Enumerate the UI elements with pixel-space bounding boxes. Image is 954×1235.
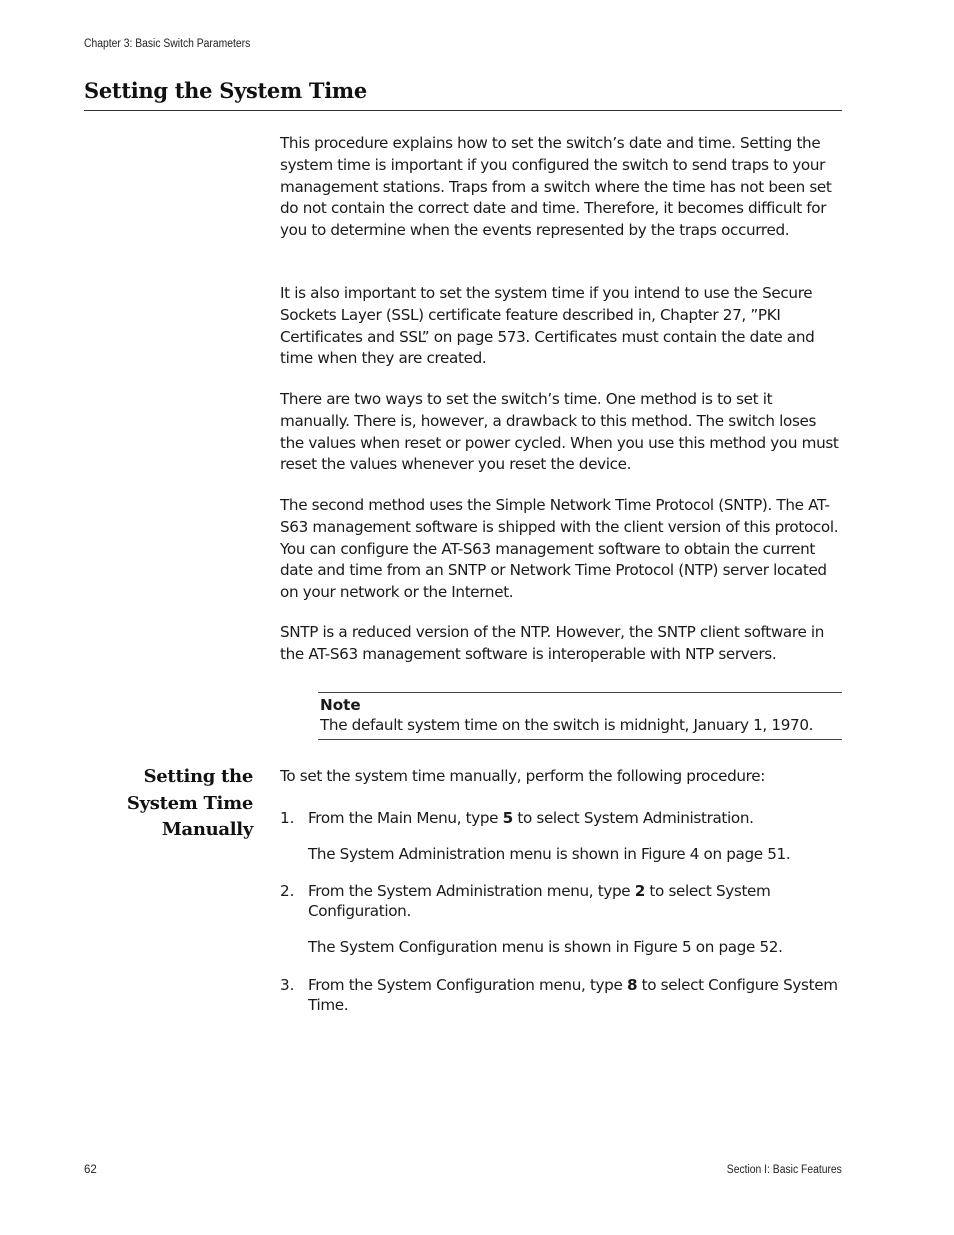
step-result: The System Administration menu is shown in Figure 4 on page 51. (308, 845, 791, 863)
step-instruction (308, 808, 842, 828)
title-rule (84, 110, 842, 111)
body-paragraph: There are two ways to set the switch’s time. One method is to set it manually. There is, however, a drawback to this method. The switch loses the values when reset or power cycled. When you use this method you must reset the values whenever you reset the device. (280, 390, 839, 474)
section-title: Setting the System Time (84, 78, 367, 103)
step-text-before: From the System Configuration menu, type (308, 976, 627, 994)
step-text-after: to select Configure System Time. (308, 976, 838, 1014)
step-instruction (308, 881, 842, 921)
subsection-title-line: Manually (161, 819, 253, 840)
note-label: Note (320, 696, 361, 714)
subsection-title-line: Setting the (143, 766, 253, 787)
body-paragraph: It is also important to set the system time if you intend to use the Secure Sockets Layer (SSL) certificate feature described in, Chapter 27, ”PKI Certificates and SSL” on page 573. Certificates must contain the date and time when they are created. (280, 284, 815, 368)
step-number: 3. (280, 976, 295, 994)
subsection-title-line: System Time (126, 792, 253, 814)
running-footer: Section I: Basic Features (726, 1164, 842, 1176)
body-paragraph: This procedure explains how to set the switch’s date and time. Setting the system time is important if you configured the switch to send traps to your management stations. Traps from a switch where the time has not been set do not contain the correct date and time. Therefore, it becomes difficult for you to determine when the events represented by the traps occurred. (280, 134, 832, 240)
step-number: 2. (280, 882, 295, 900)
step-text-before: From the System Administration menu, type (308, 882, 635, 900)
step-number: 1. (280, 809, 295, 827)
note-box (318, 692, 842, 740)
body-paragraph: The second method uses the Simple Network Time Protocol (SNTP). The AT-S63 management software is shipped with the client version of this protocol. You can configure the AT-S63 management software to obtain the current date and time from an SNTP or Network Time Protocol (NTP) server located on your network or the Internet. (280, 496, 839, 602)
paragraph-purpose (280, 133, 842, 242)
step-key: 2 (634, 882, 645, 900)
paragraph-ssl (280, 283, 842, 370)
paragraph-methods (280, 389, 842, 476)
body-paragraph: SNTP is a reduced version of the NTP. However, the SNTP client software in the AT-S63 management software is interoperable with NTP servers. (280, 623, 825, 663)
step-text-after: to select System Administration. (512, 809, 754, 827)
note-text: The default system time on the switch is midnight, January 1, 1970. (320, 716, 814, 734)
running-header: Chapter 3: Basic Switch Parameters (84, 38, 251, 50)
procedure-intro: To set the system time manually, perform the following procedure: (280, 767, 765, 785)
page-number: 62 (84, 1164, 97, 1176)
step-key: 5 (502, 809, 513, 827)
step-result: The System Configuration menu is shown in Figure 5 on page 52. (308, 938, 783, 956)
step-instruction (308, 975, 842, 1015)
step-text-after: to select System Configuration. (308, 882, 771, 920)
step-key: 8 (626, 976, 638, 994)
step-text-before: From the Main Menu, type (308, 809, 503, 827)
paragraph-ntp (280, 622, 842, 666)
subsection-title (90, 764, 253, 844)
paragraph-sntp (280, 495, 842, 604)
